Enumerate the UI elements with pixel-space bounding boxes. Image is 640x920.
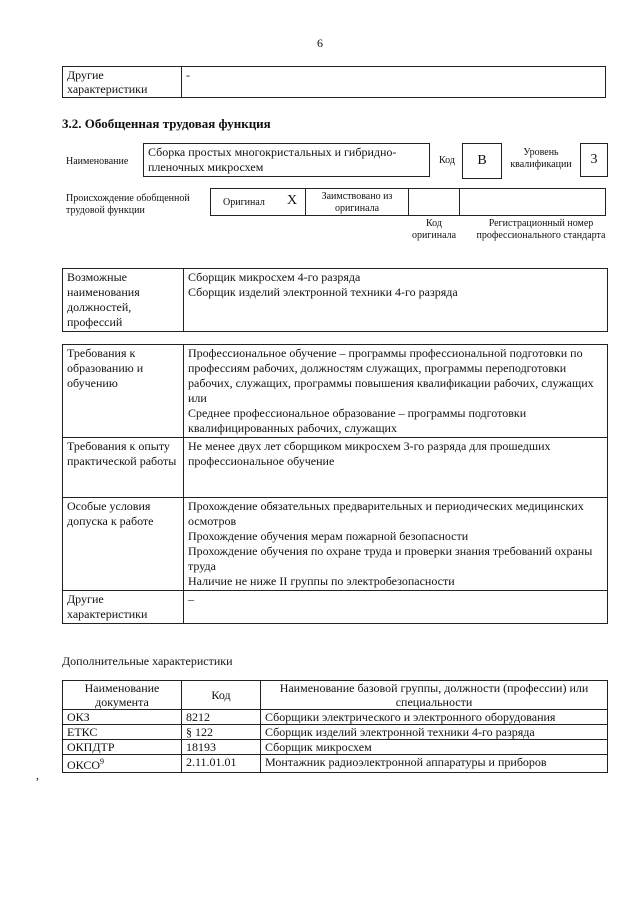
- row-doc-text: ОКСО: [67, 758, 101, 772]
- row-code: 8212: [182, 710, 261, 725]
- req-line: Профессиональное обучение – программы профессиональной подготовки по профессиям рабочих, должностям служащих, программы переподготовки рабочих, служащих, программы повышения квалификации рабочих, служащих: [188, 346, 594, 390]
- borrowed-cell: [305, 188, 409, 216]
- req-line: Наличие не ниже II группы по электробезопасности: [188, 574, 455, 588]
- row-code: § 122: [182, 725, 261, 740]
- row-doc: ОКЗ: [63, 710, 182, 725]
- level-label: Уровень квалификации: [510, 147, 572, 170]
- function-name-box: [143, 143, 430, 177]
- req-line: Прохождение обучения по охране труда и проверки знания требований охраны труда: [188, 544, 593, 573]
- positions-table: [62, 268, 608, 332]
- row-name: Сборщики электрического и электронного оборудования: [261, 710, 608, 725]
- additional-characteristics-table: [62, 680, 608, 773]
- code-label: Код: [439, 155, 455, 166]
- req-line: Прохождение обязательных предварительных и периодических медицинских осмотров: [188, 499, 584, 528]
- code-value: B: [477, 153, 487, 168]
- reg-number-cell: [459, 188, 606, 216]
- borrowed-label: Заимствовано из оригинала: [321, 191, 393, 214]
- level-value: 3: [590, 152, 598, 167]
- positions-label: Возможные наименования должностей, профессий: [63, 269, 184, 332]
- education-label: Требования к образованию и обучению: [63, 345, 184, 438]
- table-row: [63, 710, 608, 725]
- footnote-marker: 9: [100, 757, 105, 766]
- requirements-table: [62, 344, 608, 624]
- req-line: –: [188, 592, 194, 606]
- experience-label: Требования к опыту практической работы: [63, 438, 184, 498]
- row-name: Монтажник радиоэлектронной аппаратуры и приборов: [261, 755, 608, 773]
- req-line: Среднее профессиональное образование – программы подготовки квалифицированных рабочих, служащих: [188, 406, 527, 435]
- original-label: Оригинал: [223, 197, 265, 208]
- row-doc: [63, 755, 182, 773]
- header-doc: Наименование документа: [63, 681, 182, 710]
- table-row: [63, 755, 608, 773]
- position-line: Сборщик изделий электронной техники 4-го разряда: [188, 285, 458, 299]
- row-name: Сборщик микросхем: [261, 740, 608, 755]
- req-line: или: [188, 391, 207, 405]
- row-doc: ОКПДТР: [63, 740, 182, 755]
- margin-mark: ,: [36, 768, 39, 782]
- code-box: [462, 143, 502, 179]
- name-label: Наименование: [66, 156, 129, 167]
- req-line: Не менее двух лет сборщиком микросхем 3-го разряда для прошедших профессиональное обучение: [188, 439, 551, 468]
- header-name: Наименование базовой группы, должности (профессии) или специальности: [261, 681, 608, 710]
- original-code-cell: [408, 188, 460, 216]
- other-characteristics-value: [184, 591, 608, 624]
- row-doc: ЕТКС: [63, 725, 182, 740]
- table-row: [63, 725, 608, 740]
- table-row: [63, 740, 608, 755]
- req-line: Прохождение обучения мерам пожарной безопасности: [188, 529, 469, 543]
- positions-values: [184, 269, 608, 332]
- section-title: 3.2. Обобщенная трудовая функция: [62, 116, 271, 131]
- row-name: Сборщик изделий электронной техники 4-го разряда: [261, 725, 608, 740]
- origin-original-cell: [210, 188, 306, 216]
- original-code-caption: Код оригинала: [411, 218, 457, 241]
- experience-values: [184, 438, 608, 498]
- additional-title: Дополнительные характеристики: [62, 654, 233, 668]
- header-code: Код: [182, 681, 261, 710]
- page-number: 6: [317, 36, 323, 50]
- other-char-value: -: [182, 67, 606, 98]
- education-values: [184, 345, 608, 438]
- level-box: [580, 143, 608, 177]
- other-characteristics-label: Другие характеристики: [63, 591, 184, 624]
- position-line: Сборщик микросхем 4-го разряда: [188, 270, 361, 284]
- original-mark: X: [287, 193, 298, 208]
- reg-number-caption: Регистрационный номер профессионального стандарта: [476, 218, 606, 241]
- row-code: 18193: [182, 740, 261, 755]
- special-conditions-label: Особые условия допуска к работе: [63, 498, 184, 591]
- function-name-value: Сборка простых многокристальных и гибридно-пленочных микросхем: [148, 145, 397, 174]
- row-code: 2.11.01.01: [182, 755, 261, 773]
- special-conditions-values: [184, 498, 608, 591]
- other-char-label: Другие характеристики: [63, 67, 182, 98]
- prev-other-characteristics-table: [62, 66, 606, 98]
- origin-label: Происхождение обобщенной трудовой функции: [66, 193, 190, 216]
